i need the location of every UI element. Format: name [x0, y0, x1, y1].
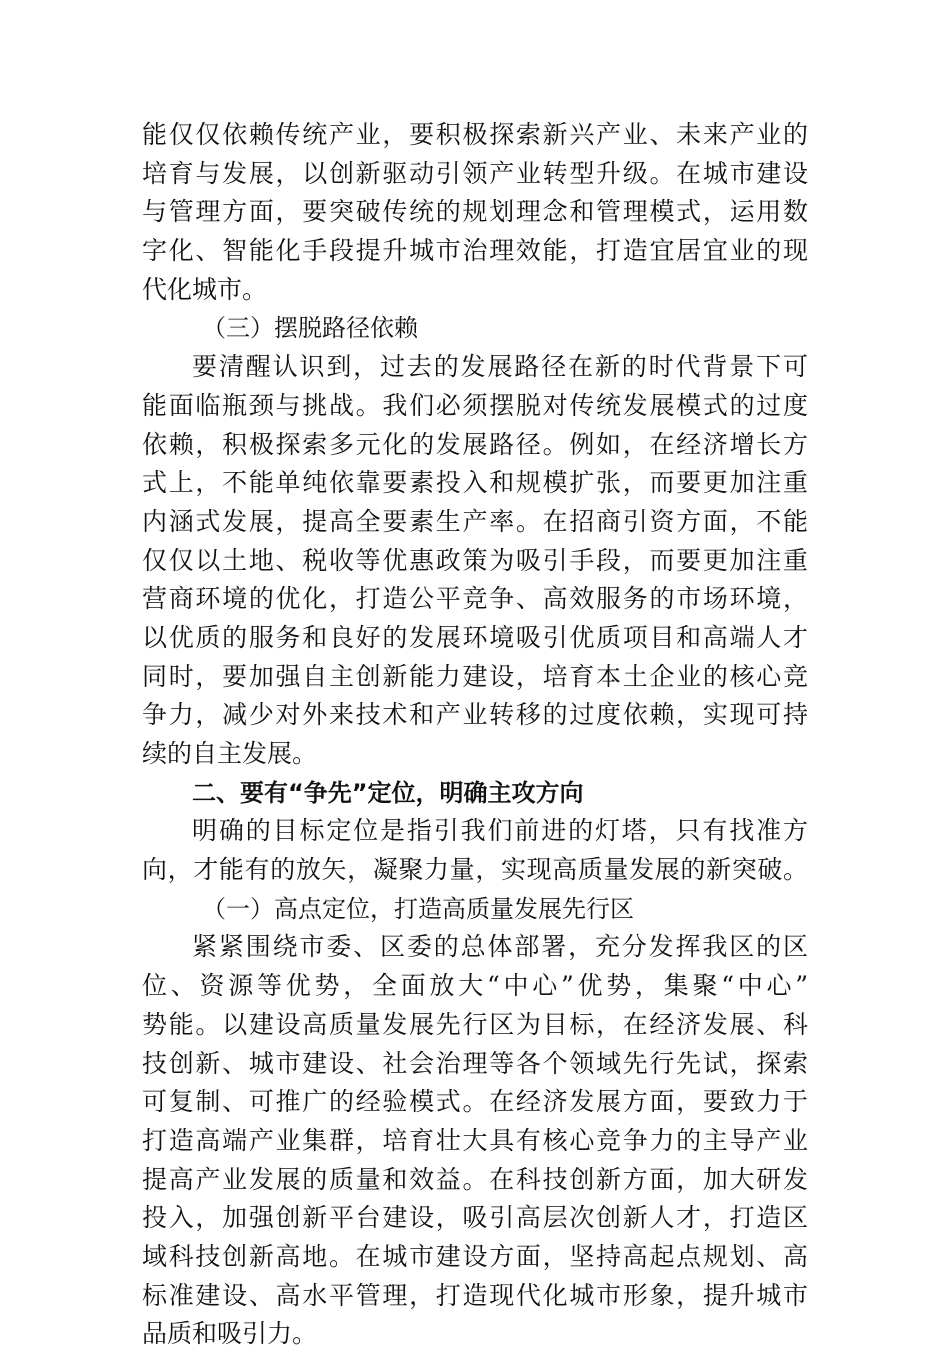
paragraph-line: 紧紧围绕市委、区委的总体部署，充分发挥我区的区 [192, 932, 808, 962]
section-subheading-3: （三）摆脱路径依赖 [202, 314, 418, 343]
section-subheading-1: （一）高点定位，打造高质量发展先行区 [202, 894, 634, 923]
paragraph-line: 向，才能有的放矢，凝聚力量，实现高质量发展的新突破。 [142, 855, 808, 885]
paragraph-line: 仅仅以土地、税收等优惠政策为吸引手段，而要更加注重 [142, 545, 808, 575]
paragraph-line: 代化城市。 [142, 274, 268, 304]
paragraph-line: 能面临瓶颈与挑战。我们必须摆脱对传统发展模式的过度 [142, 390, 808, 420]
paragraph-line: 可复制、可推广的经验模式。在经济发展方面，要致力于 [142, 1087, 808, 1117]
paragraph-line: 培育与发展，以创新驱动引领产业转型升级。在城市建设 [142, 158, 808, 188]
paragraph-line: 位、资源等优势，全面放大“中心”优势，集聚“中心” [142, 971, 808, 1001]
paragraph-line: 域科技创新高地。在城市建设方面，坚持高起点规划、高 [142, 1241, 808, 1271]
paragraph-line: 争力，减少对外来技术和产业转移的过度依赖，实现可持 [142, 700, 808, 730]
paragraph-line: 与管理方面，要突破传统的规划理念和管理模式，运用数 [142, 197, 808, 227]
paragraph-line: 内涵式发展，提高全要素生产率。在招商引资方面，不能 [142, 506, 808, 536]
paragraph-line: 投入，加强创新平台建设，吸引高层次创新人才，打造区 [142, 1203, 808, 1233]
paragraph-line: 要清醒认识到，过去的发展路径在新的时代背景下可 [192, 352, 808, 382]
paragraph-line: 能仅仅依赖传统产业，要积极探索新兴产业、未来产业的 [142, 120, 808, 149]
paragraph-line: 式上，不能单纯依靠要素投入和规模扩张，而要更加注重 [142, 468, 808, 498]
paragraph-line: 营商环境的优化，打造公平竞争、高效服务的市场环境， [142, 584, 808, 614]
paragraph-line: 续的自主发展。 [142, 739, 318, 768]
paragraph-line: 标准建设、高水平管理，打造现代化城市形象，提升城市 [142, 1280, 808, 1310]
paragraph-line: 明确的目标定位是指引我们前进的灯塔，只有找准方 [192, 816, 808, 846]
paragraph-line: 品质和吸引力。 [142, 1319, 318, 1349]
paragraph-line: 技创新、城市建设、社会治理等各个领域先行先试，探索 [142, 1048, 808, 1078]
paragraph-line: 字化、智能化手段提升城市治理效能，打造宜居宜业的现 [142, 236, 808, 266]
paragraph-line: 以优质的服务和良好的发展环境吸引优质项目和高端人才 [142, 622, 808, 652]
paragraph-line: 势能。以建设高质量发展先行区为目标，在经济发展、科 [142, 1009, 808, 1039]
document-page [142, 116, 808, 1354]
paragraph-line: 提高产业发展的质量和效益。在科技创新方面，加大研发 [142, 1164, 808, 1194]
section-heading-2: 二、要有“争先”定位，明确主攻方向 [192, 778, 584, 807]
paragraph-line: 依赖，积极探索多元化的发展路径。例如，在经济增长方 [142, 429, 808, 459]
paragraph-line: 同时，要加强自主创新能力建设，培育本土企业的核心竞 [142, 661, 808, 691]
paragraph-line: 打造高端产业集群，培育壮大具有核心竞争力的主导产业 [142, 1125, 808, 1155]
